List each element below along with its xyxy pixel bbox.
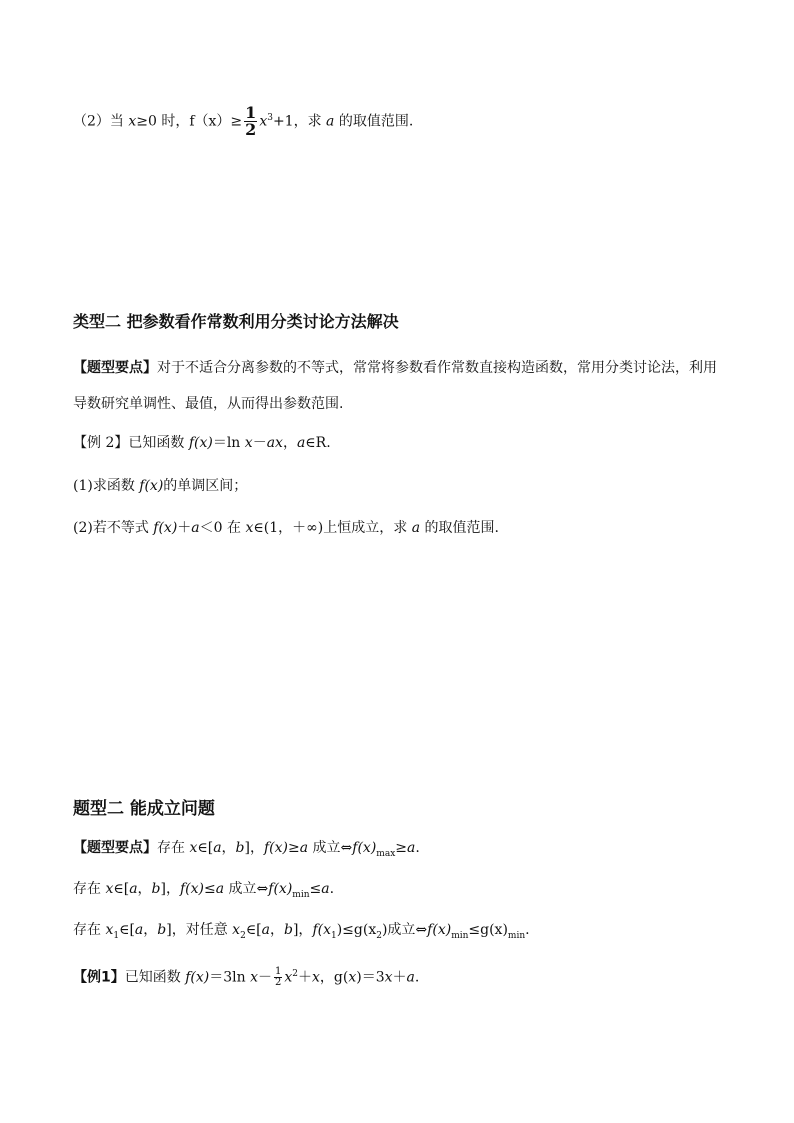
key-points-line-1: 【题型要点】对于不适合分离参数的不等式，常常将参数看作常数直接构造函数，常用分类讨论法，利用	[73, 360, 717, 376]
fraction-one-half: $\frac{1}{2}$	[245, 103, 257, 139]
key-points-two-functions: 存在 $x_1\in[a$，b]，对任意 $x_2\in[a$，b]，$f(x_1)\le g(x_2)$成立$\Leftrightarrow f(x)_{min}\le g(x)_{min}$.	[73, 922, 530, 941]
key-points-min: 存在 x∈[a，b]，f(x)≤a 成立$\Leftrightarrow f(x)_{min}\le a$.	[73, 881, 335, 900]
example-1-statement: 【例1】已知函数 f(x)＝3ln x－ $\frac{1}{2}$ $x^2+x$，g(x)＝3x＋a.	[73, 966, 420, 989]
key-points-max: 【题型要点】存在 x∈[a，b]，f(x)≥a 成立$\Leftrightarrow f(x)_{max}\ge a$.	[73, 840, 420, 859]
section-heading-problem-type-two: 题型二 能成立问题	[73, 799, 215, 819]
fraction-one-half-small: $\frac{1}{2}$	[274, 966, 282, 989]
example-2-question-2: (2)若不等式 f(x)＋a＜0 在 x∈(1，＋∞)上恒成立，求 a 的取值范围.	[73, 520, 499, 536]
section-heading-type-two: 类型二 把参数看作常数利用分类讨论方法解决	[73, 312, 399, 331]
question-part-2-top: （2）当 x≥0 时，f（x）≥ $\frac{1}{2}$ $x^3+1$，求 a 的取值范围.	[73, 103, 414, 139]
example-2-statement: 【例 2】已知函数 f(x)＝ln x－ax，a∈R.	[73, 435, 331, 451]
example-2-question-1: (1)求函数 f(x)的单调区间；	[73, 478, 248, 494]
key-points-line-2: 导数研究单调性、最值，从而得出参数范围.	[73, 396, 344, 412]
